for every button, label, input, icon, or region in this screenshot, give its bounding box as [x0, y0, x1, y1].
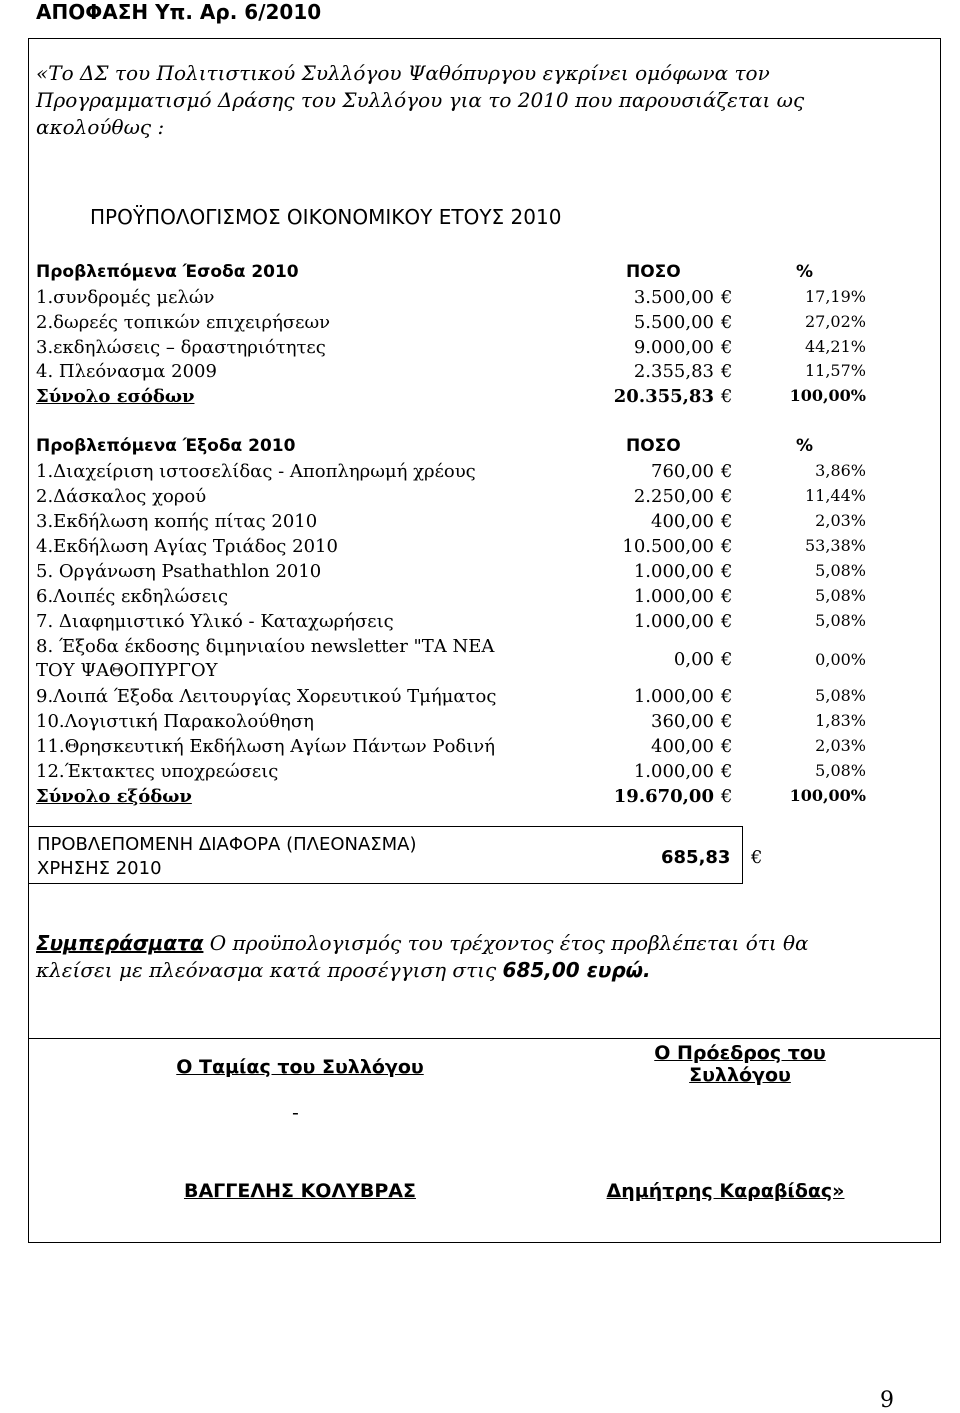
- expense-row: [36, 561, 866, 586]
- expense-row: [36, 536, 866, 561]
- row-label: 1.Διαχείριση ιστοσελίδας - Αποπληρωμή χρέους: [36, 461, 476, 482]
- euro-icon: €: [721, 761, 733, 782]
- difference-label: [37, 833, 507, 881]
- row-amount: 1.000,00: [633, 686, 714, 707]
- row-amount: 1.000,00: [633, 586, 714, 607]
- budget-title: ΠΡΟΫΠΟΛΟΓΙΣΜΟΣ ΟΙΚΟΝΟΜΙΚΟΥ ΕΤΟΥΣ 2010: [90, 205, 562, 229]
- row-pct: 0,00%: [815, 650, 866, 669]
- expense-row: [36, 636, 866, 686]
- row-label: 10.Λογιστική Παρακολούθηση: [36, 711, 314, 732]
- income-header-pct: %: [796, 262, 814, 282]
- row-amount: 9.000,00: [633, 337, 714, 358]
- intro-line: Προγραμματισμό Δράσης του Συλλόγου για το 2010 που παρουσιάζεται ως: [36, 88, 805, 112]
- row-label: 9.Λοιπά Έξοδα Λειτουργίας Χορευτικού Τμήματος: [36, 686, 497, 707]
- euro-icon: €: [721, 337, 733, 358]
- expenses-header-label: Προβλεπόμενα Έξοδα 2010: [36, 436, 296, 456]
- income-header-amount: ΠΟΣΟ: [626, 262, 681, 282]
- euro-icon: €: [721, 287, 733, 308]
- row-pct: 2,03%: [815, 511, 866, 530]
- row-label-continued: ΤΟΥ ΨΑΘΟΠΥΡΓΟΥ: [36, 660, 218, 681]
- row-amount: 2.250,00: [633, 486, 714, 507]
- total-pct: 100,00%: [789, 386, 866, 405]
- treasurer-dash: -: [292, 1102, 299, 1124]
- row-pct: 44,21%: [804, 337, 866, 356]
- intro-line: ακολούθως :: [36, 115, 165, 139]
- treasurer-title: Ο Ταμίας του Συλλόγου: [176, 1056, 424, 1078]
- total-amount: 19.670,00: [613, 786, 714, 807]
- intro-paragraph: [36, 60, 896, 141]
- row-label: 4. Πλεόνασμα 2009: [36, 361, 217, 382]
- row-label: 2.δωρεές τοπικών επιχειρήσεων: [36, 312, 331, 333]
- row-amount: 2.355,83: [633, 361, 714, 382]
- expenses-header: [36, 436, 866, 461]
- row-amount: 1.000,00: [633, 611, 714, 632]
- row-amount: 360,00: [651, 711, 714, 732]
- income-header: [36, 262, 866, 287]
- euro-icon: €: [721, 461, 733, 482]
- expense-row: [36, 761, 866, 786]
- expense-row: [36, 736, 866, 761]
- president-title-line: Συλλόγου: [689, 1064, 791, 1086]
- row-pct: 1,83%: [815, 711, 866, 730]
- expense-row: [36, 611, 866, 636]
- row-amount: 0,00: [673, 649, 714, 670]
- president-name: Δημήτρης Καραβίδας»: [606, 1180, 845, 1202]
- expenses-total-row: [36, 786, 866, 811]
- income-row: [36, 361, 866, 386]
- row-label: 4.Εκδήλωση Αγίας Τριάδος 2010: [36, 536, 338, 557]
- row-pct: 5,08%: [815, 686, 866, 705]
- row-amount: 1.000,00: [633, 561, 714, 582]
- total-label: Σύνολο εσόδων: [36, 386, 195, 407]
- euro-icon: €: [721, 711, 733, 732]
- euro-icon: €: [721, 312, 733, 333]
- intro-line: «Το ΔΣ του Πολιτιστικού Συλλόγου Ψαθόπυργου εγκρίνει ομόφωνα τον: [36, 61, 770, 85]
- euro-icon: €: [721, 386, 733, 407]
- row-label: 5. Οργάνωση Psathathlon 2010: [36, 561, 322, 582]
- row-label: 3.εκδηλώσεις – δραστηριότητες: [36, 337, 326, 358]
- expense-row: [36, 461, 866, 486]
- conclusion-text: κλείσει με πλεόνασμα κατά προσέγγιση στις: [36, 958, 503, 982]
- difference-label-line: ΠΡΟΒΛΕΠΟΜΕΝΗ ΔΙΑΦΟΡΑ (ΠΛΕΟΝΑΣΜΑ): [37, 834, 417, 855]
- row-pct: 5,08%: [815, 586, 866, 605]
- euro-icon: €: [721, 736, 733, 757]
- euro-icon: €: [721, 686, 733, 707]
- euro-icon: €: [721, 486, 733, 507]
- row-label: 2.Δάσκαλος χορού: [36, 486, 207, 507]
- treasurer-name: ΒΑΓΓΕΛΗΣ ΚΟΛΥΒΡΑΣ: [183, 1180, 416, 1202]
- expense-row: [36, 586, 866, 611]
- president-title-line: Ο Πρόεδρος του: [654, 1042, 826, 1064]
- row-pct: 11,44%: [804, 486, 866, 505]
- euro-icon: €: [721, 511, 733, 532]
- row-amount: 10.500,00: [622, 536, 714, 557]
- expense-row: [36, 486, 866, 511]
- conclusion-amount: 685,00 ευρώ.: [502, 958, 651, 982]
- conclusion-line: [36, 957, 892, 984]
- income-row: [36, 312, 866, 337]
- difference-amount: 685,83: [661, 847, 731, 868]
- row-label: 8. Έξοδα έκδοσης διμηνιαίου newsletter "ΤΑ ΝΕΑ: [36, 636, 495, 657]
- euro-icon: €: [721, 561, 733, 582]
- difference-box: [28, 826, 763, 884]
- expenses-header-pct: %: [796, 436, 814, 456]
- euro-icon: €: [721, 361, 733, 382]
- conclusion-text: Ο προϋπολογισμός του τρέχοντος έτος προβλέπεται ότι θα: [203, 931, 809, 955]
- row-pct: 53,38%: [804, 536, 866, 555]
- row-pct: 5,08%: [815, 561, 866, 580]
- expense-row: [36, 511, 866, 536]
- conclusion-line: [36, 930, 892, 957]
- row-amount: 400,00: [651, 736, 714, 757]
- row-label: 11.Θρησκευτική Εκδήλωση Αγίων Πάντων Ροδινή: [36, 736, 496, 757]
- row-label: 3.Εκδήλωση κοπής πίτας 2010: [36, 511, 318, 532]
- euro-icon: €: [721, 611, 733, 632]
- row-label: 7. Διαφημιστικό Υλικό - Καταχωρήσεις: [36, 611, 394, 632]
- conclusion-paragraph: [36, 930, 892, 984]
- expense-row: [36, 711, 866, 736]
- row-amount: 3.500,00: [633, 287, 714, 308]
- income-row: [36, 337, 866, 362]
- row-amount: 400,00: [651, 511, 714, 532]
- row-amount: 1.000,00: [633, 761, 714, 782]
- row-label: 1.συνδρομές μελών: [36, 287, 215, 308]
- income-total-row: [36, 386, 866, 411]
- euro-icon: €: [721, 786, 733, 807]
- euro-icon: €: [721, 586, 733, 607]
- income-row: [36, 287, 866, 312]
- euro-icon: €: [721, 536, 733, 557]
- president-title: [620, 1042, 860, 1086]
- euro-icon: €: [751, 847, 763, 868]
- row-label: 6.Λοιπές εκδηλώσεις: [36, 586, 229, 607]
- row-pct: 11,57%: [804, 361, 866, 380]
- total-label: Σύνολο εξόδων: [36, 786, 192, 807]
- decision-heading: ΑΠΟΦΑΣΗ Υπ. Αρ. 6/2010: [36, 0, 322, 24]
- expense-row: [36, 686, 866, 711]
- total-pct: 100,00%: [789, 786, 866, 805]
- total-amount: 20.355,83: [613, 386, 714, 407]
- row-label: 12.Έκτακτες υποχρεώσεις: [36, 761, 279, 782]
- row-pct: 3,86%: [815, 461, 866, 480]
- row-pct: 5,08%: [815, 761, 866, 780]
- row-amount: 760,00: [651, 461, 714, 482]
- income-header-label: Προβλεπόμενα Έσοδα 2010: [36, 262, 299, 282]
- row-pct: 5,08%: [815, 611, 866, 630]
- row-pct: 2,03%: [815, 736, 866, 755]
- row-pct: 27,02%: [804, 312, 866, 331]
- page-number: 9: [880, 1388, 894, 1413]
- difference-label-line: ΧΡΗΣΗΣ 2010: [37, 858, 162, 879]
- euro-icon: €: [721, 649, 733, 670]
- conclusion-title: Συμπεράσματα: [36, 931, 204, 955]
- expenses-header-amount: ΠΟΣΟ: [626, 436, 681, 456]
- row-amount: 5.500,00: [633, 312, 714, 333]
- row-pct: 17,19%: [804, 287, 866, 306]
